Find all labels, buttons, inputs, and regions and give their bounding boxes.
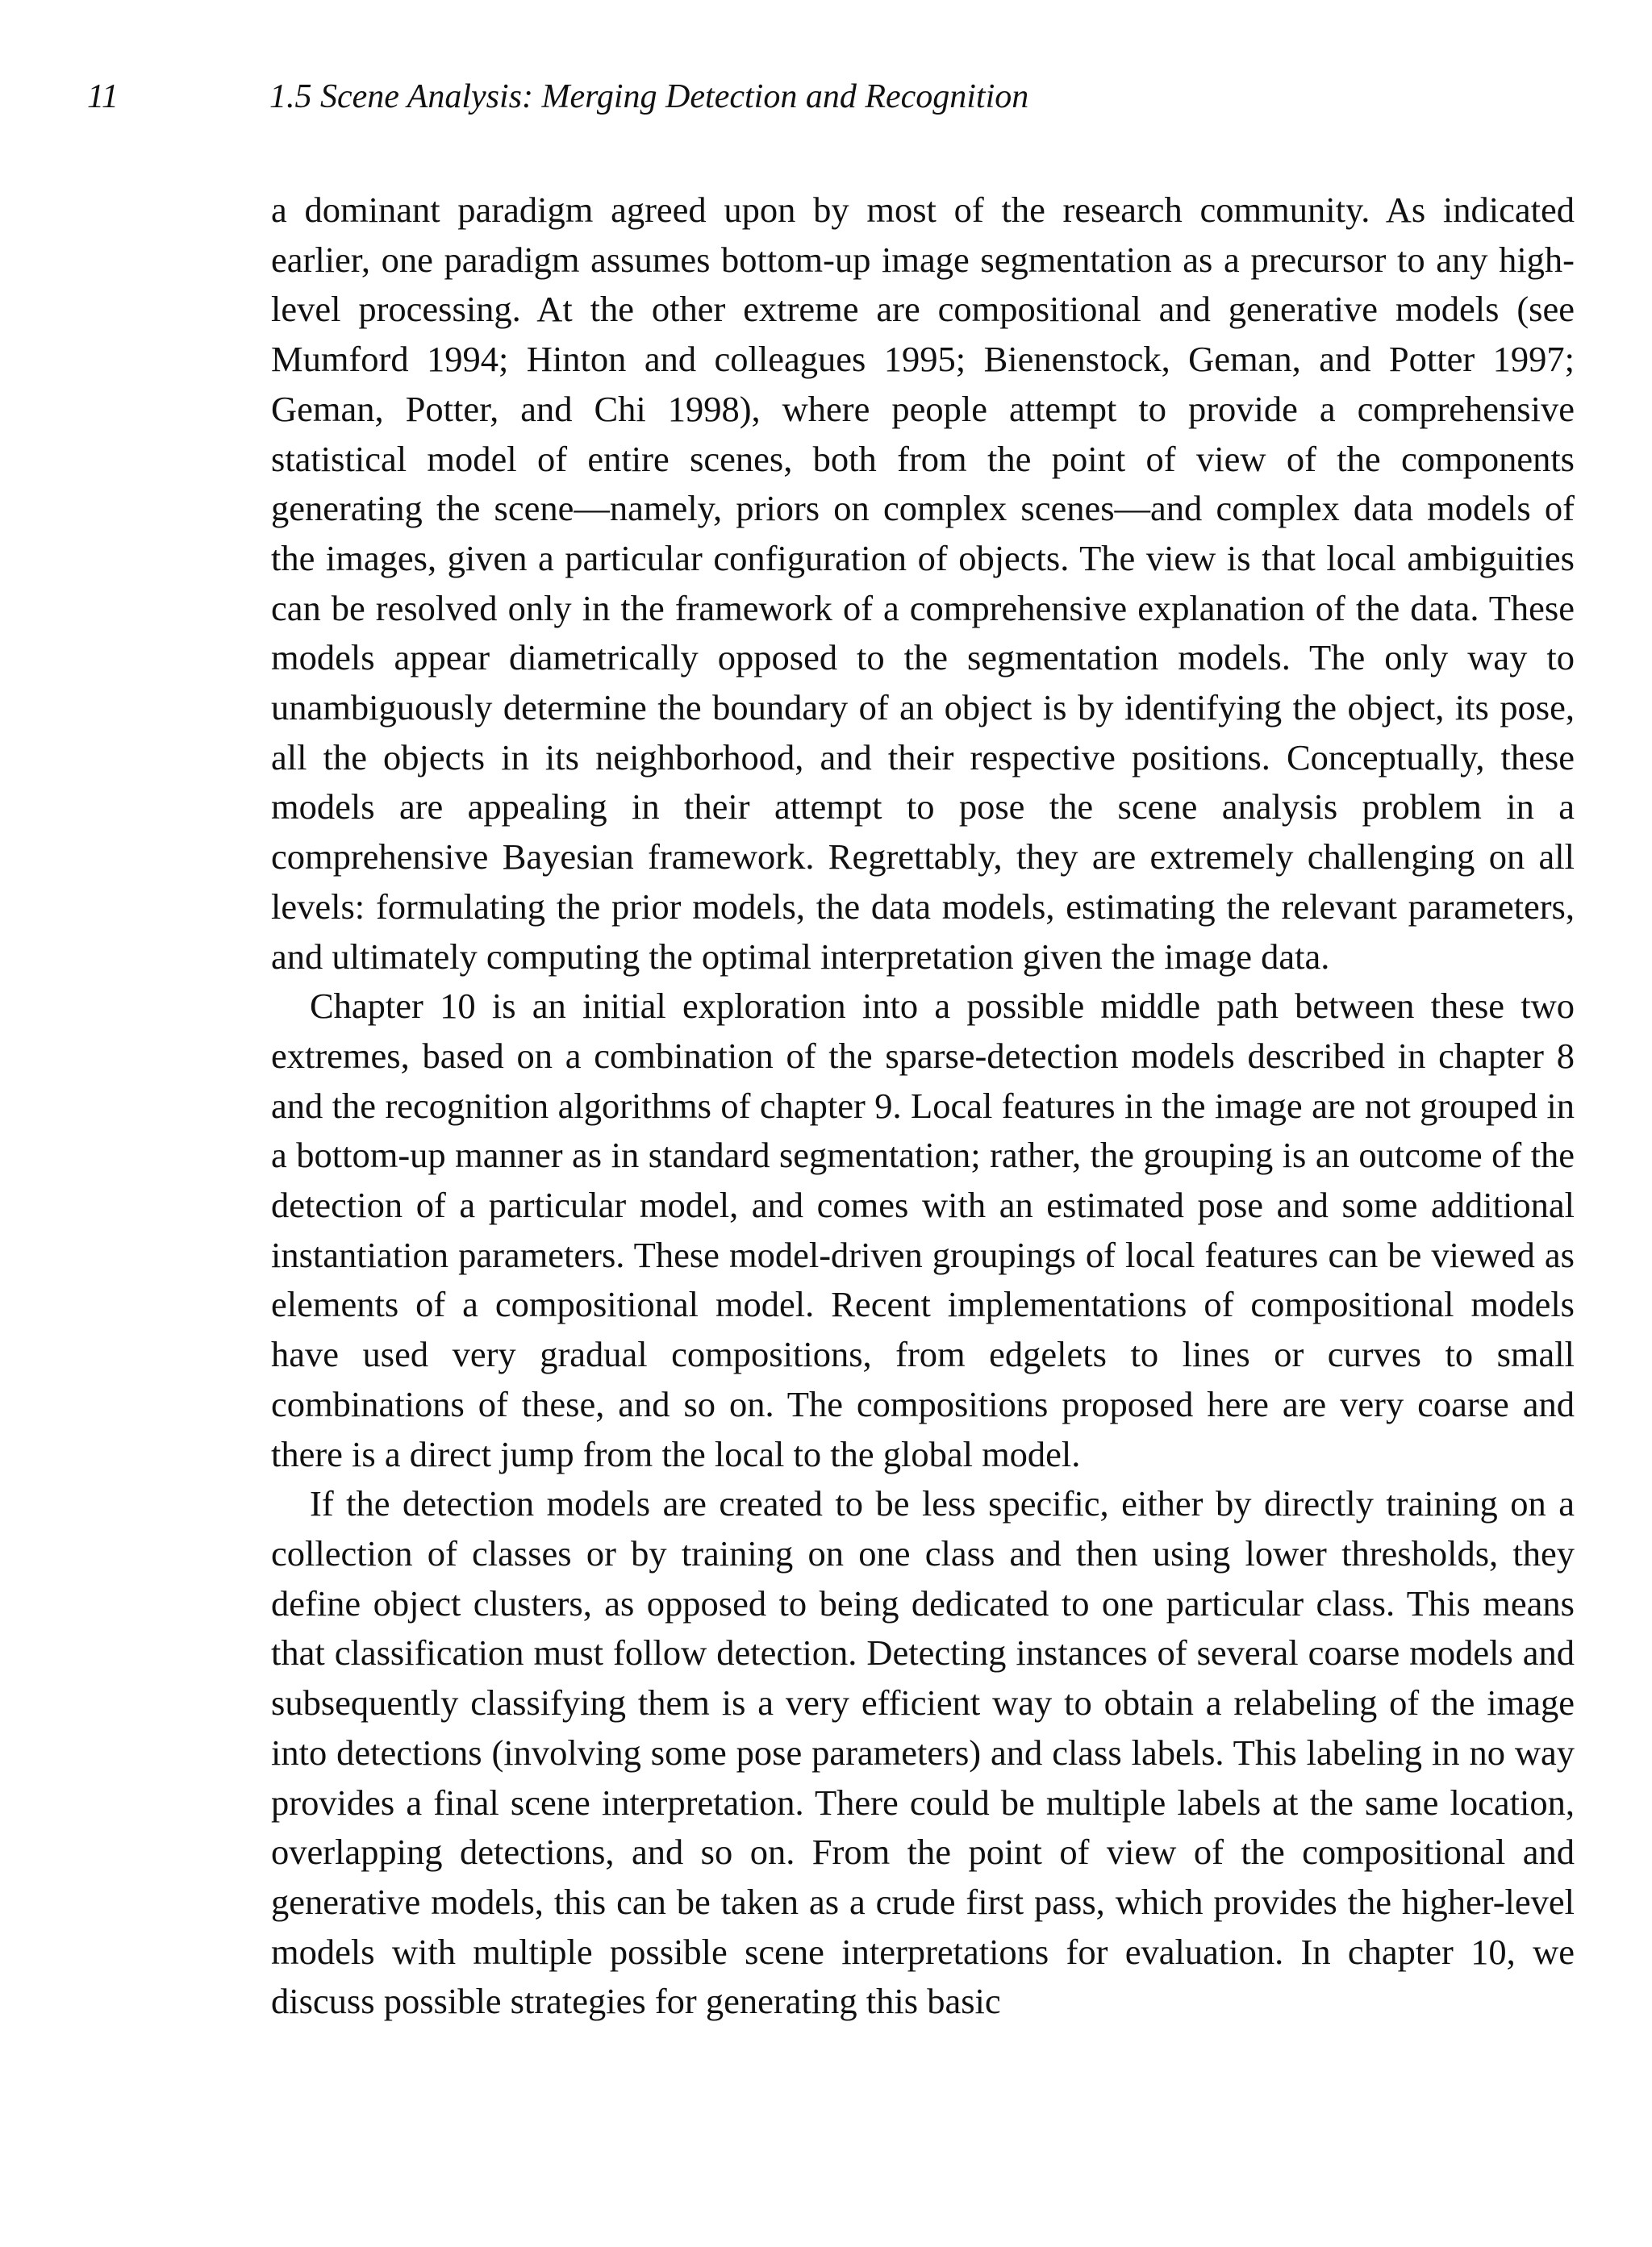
section-title: 1.5 Scene Analysis: Merging Detection and Recognition [269,78,1029,115]
page-number: 11 [87,78,119,115]
paragraph-detection-models: If the detection models are created to be less specific, either by directly training on a collection of classes or by training on one class and then using lower thresholds, they define object clusters, as opposed to being dedicated to one particular class. This means that classification must follow detection. Detecting instances of several coarse models and subsequently classifying them is a very efficient way to obtain a relabeling of the image into detections (involving some pose parameters) and class labels. This labeling in no way provides a final scene interpretation. There could be multiple labels at the same location, overlapping detections, and so on. From the point of view of the compositional and generative models, this can be taken as a crude first pass, which provides the higher-level models with multiple possible scene interpretations for evaluation. In chapter 10, we discuss possible strategies for generating this basic [271,1483,1575,2022]
running-head [87,74,1571,119]
paragraph-chapter-10-exploration: Chapter 10 is an initial exploration into a possible middle path between these two extremes, based on a combination of the sparse-detection models described in chapter 8 and the recognition algorithms of chapter 9. Local features in the image are not grouped in a bottom-up manner as in standard segmentation; rather, the grouping is an outcome of the detection of a particular model, and comes with an estimated pose and some additional instantiation parameters. These model-driven groupings of local features can be viewed as elements of a compositional model. Recent implementations of compositional models have used very gradual compositions, from edgelets to lines or curves to small combinations of these, and so on. The compositions proposed here are very coarse and there is a direct jump from the local to the global model. [271,986,1575,1474]
paragraph-continuation: a dominant paradigm agreed upon by most of the research community. As indicated earlier, one paradigm assumes bottom-up image segmentation as a precursor to any high-level processing. At the other extreme are compositional and generative models (see Mumford 1994; Hinton and colleagues 1995; Bienenstock, Geman, and Potter 1997; Geman, Potter, and Chi 1998), where people attempt to provide a comprehensive statistical model of entire scenes, both from the point of view of the components generating the scene—namely, priors on complex scenes—and complex data models of the images, given a particular configuration of objects. The view is that local ambiguities can be resolved only in the framework of a comprehensive explanation of the data. These models appear diametrically opposed to the segmentation models. The only way to unambiguously determine the boundary of an object is by identifying the object, its pose, all the objects in its neighborhood, and their respective positions. Conceptually, these models are appealing in their attempt to pose the scene analysis problem in a comprehensive Bayesian framework. Regrettably, they are extremely challenging on all levels: formulating the prior models, the data models, estimating the relevant parameters, and ultimately computing the optimal interpretation given the image data. [271,190,1575,977]
body-text [271,186,1575,2027]
